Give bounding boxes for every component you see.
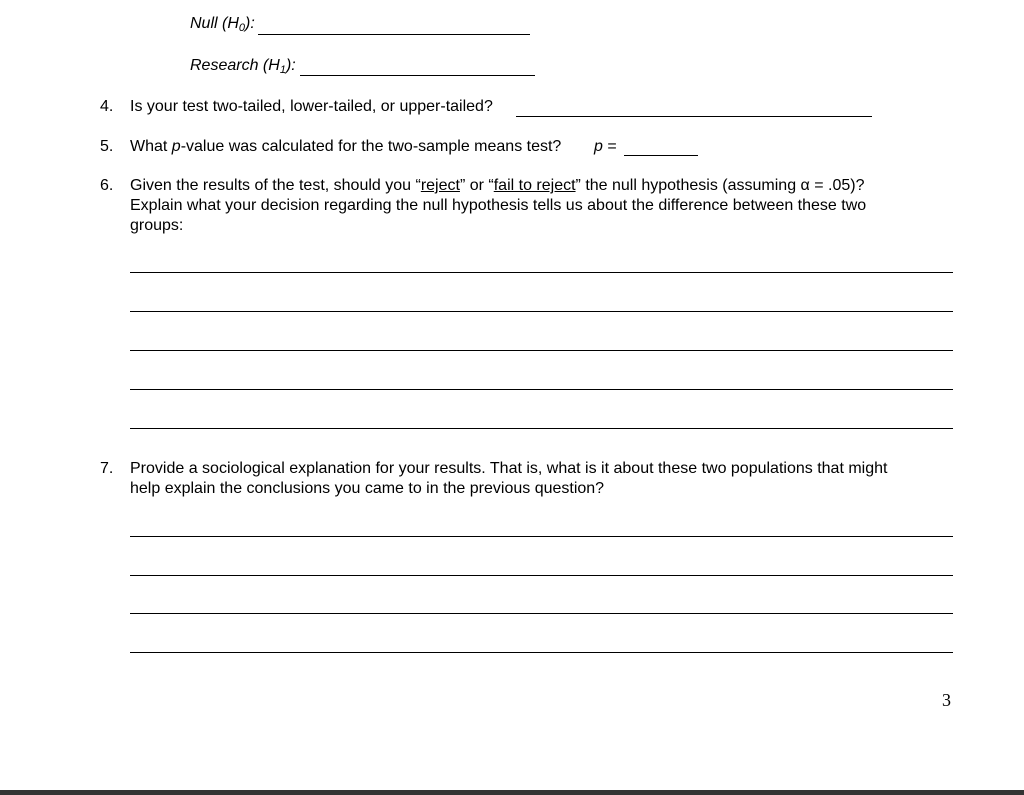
p-value-answer-line[interactable] <box>624 155 698 156</box>
question-7-answer-line[interactable] <box>130 575 953 576</box>
question-6-line-3: groups: <box>130 217 184 234</box>
question-5-text: What p-value was calculated for the two-sample means test? <box>130 138 562 155</box>
research-hypothesis-answer-line[interactable] <box>300 75 535 76</box>
question-7-number: 7. <box>100 460 114 477</box>
null-hypothesis-label: Null $(H_0)$: <box>190 15 255 34</box>
question-7-answer-line[interactable] <box>130 652 953 653</box>
bottom-divider <box>0 790 1024 795</box>
question-7-answer-line[interactable] <box>130 536 953 537</box>
p-equals-label: p = <box>594 138 617 155</box>
question-6-answer-line[interactable] <box>130 389 953 390</box>
question-4-answer-line[interactable] <box>516 116 872 117</box>
question-6-answer-line[interactable] <box>130 272 953 273</box>
question-7-line-2: help explain the conclusions you came to in the previous question? <box>130 480 605 497</box>
null-hypothesis-answer-line[interactable] <box>258 34 530 35</box>
research-hypothesis-label: Research $(H_1)$: <box>190 57 296 76</box>
page-number: 3 <box>942 690 951 710</box>
question-7-line-1: Provide a sociological explanation for your results. That is, what is it about these two populations that might <box>130 460 888 477</box>
question-5-number: 5. <box>100 138 114 155</box>
question-6-answer-line[interactable] <box>130 350 953 351</box>
question-6-line-2: Explain what your decision regarding the null hypothesis tells us about the difference between these two <box>130 197 867 214</box>
question-4-text: Is your test two-tailed, lower-tailed, or upper-tailed? <box>130 98 493 115</box>
question-4-number: 4. <box>100 98 114 115</box>
question-6-answer-line[interactable] <box>130 428 953 429</box>
question-7-answer-line[interactable] <box>130 613 953 614</box>
question-6-number: 6. <box>100 177 114 194</box>
question-6-line-1: Given the results of the test, should you “reject” or “fail to reject” the null hypothesis (assuming α = .05)? <box>130 177 865 194</box>
question-6-answer-line[interactable] <box>130 311 953 312</box>
